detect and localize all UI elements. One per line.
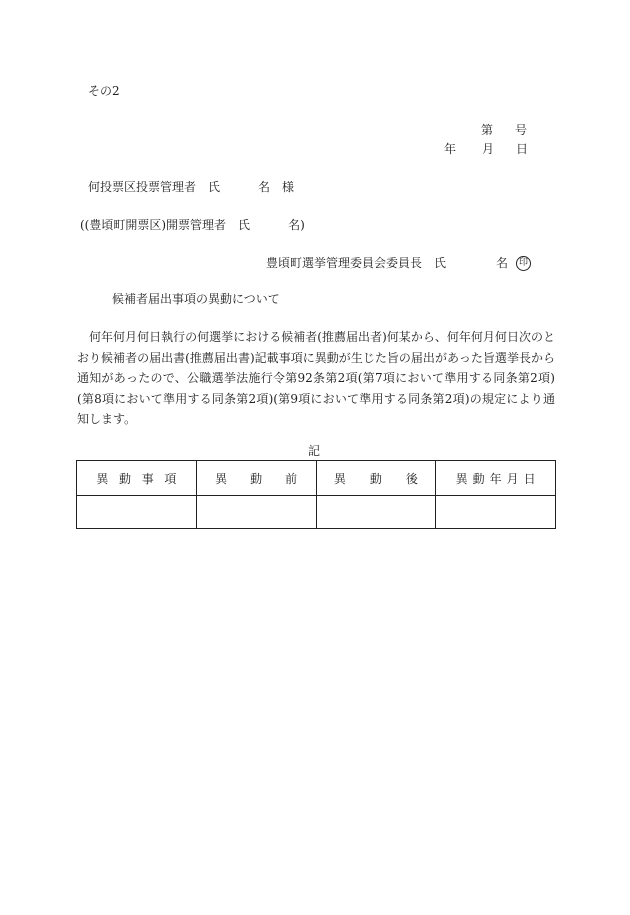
cell-change-date — [436, 496, 556, 529]
header-char: 動 — [119, 471, 132, 486]
doc-number-go: 号 — [515, 123, 528, 137]
header-char: 後 — [405, 471, 418, 486]
table-header-row — [77, 461, 556, 496]
header-char: 前 — [285, 471, 298, 486]
date-day: 日 — [516, 142, 529, 156]
recipient-title: 何投票区投票管理者 — [88, 180, 197, 194]
header-char: 異 — [96, 471, 109, 486]
document-number-line — [481, 123, 527, 137]
header-char: 動 — [369, 471, 382, 486]
header-char: 項 — [164, 471, 177, 486]
sender-mei: 名 — [496, 256, 509, 270]
counting-manager-shi: 氏 — [238, 218, 251, 232]
cell-change-item — [77, 496, 197, 529]
header-char: 異 — [333, 471, 346, 486]
header-char: 日 — [523, 471, 536, 486]
form-number: その2 — [88, 84, 120, 98]
header-after-change — [316, 461, 436, 496]
date-month: 月 — [482, 142, 495, 156]
change-table — [76, 460, 556, 529]
header-char: 動 — [472, 471, 485, 486]
subject-line: 候補者届出事項の異動について — [112, 292, 280, 306]
counting-manager-title: ((豊頃町開票区)開票管理者 — [80, 218, 227, 232]
table-row — [77, 496, 556, 529]
recipient-line — [88, 180, 294, 194]
header-char: 年 — [489, 471, 502, 486]
header-change-date — [436, 461, 556, 496]
header-char: 動 — [250, 471, 263, 486]
cell-after-change — [316, 496, 436, 529]
header-change-item — [77, 461, 197, 496]
sender-title: 豊頃町選挙管理委員会委員長 — [266, 256, 423, 270]
header-char: 異 — [215, 471, 228, 486]
recipient-honorific: 様 — [282, 180, 295, 194]
ki-label: 記 — [308, 444, 321, 458]
header-before-change — [196, 461, 316, 496]
cell-before-change — [196, 496, 316, 529]
recipient-shi: 氏 — [208, 180, 221, 194]
sender-line — [266, 256, 531, 271]
date-year: 年 — [444, 142, 457, 156]
document-date-line — [444, 142, 528, 156]
counting-manager-mei: 名) — [288, 218, 305, 232]
seal-mark-icon: 印 — [516, 256, 531, 271]
body-paragraph: 何年何月何日執行の何選挙における候補者(推薦届出者)何某から、何年何月何日次のとおり候補者の届出書(推薦届出書)記載事項に異動が生じた旨の届出があった旨選挙長から通知があったので、公職選挙法施行令第92条第2項(第7項において準用する同条第2項)(第8項において準用する同条第2項)(第9項において準用する同条第2項)の規定により通知します。 — [77, 330, 555, 426]
header-char: 異 — [455, 471, 468, 486]
doc-number-dai: 第 — [481, 123, 494, 137]
header-char: 月 — [506, 471, 519, 486]
sender-shi: 氏 — [434, 256, 447, 270]
counting-manager-line — [80, 218, 305, 232]
header-char: 事 — [141, 471, 154, 486]
recipient-mei: 名 — [258, 180, 271, 194]
